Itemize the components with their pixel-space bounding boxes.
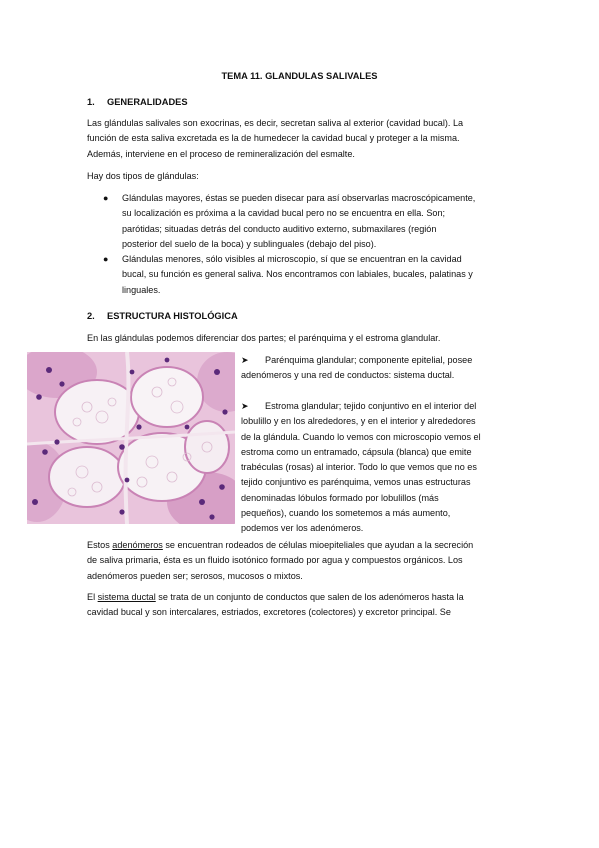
glandula-types-list (103, 191, 515, 298)
section-heading-generalidades (87, 97, 188, 107)
arrow-bullet-icon: ➤ (241, 401, 249, 411)
underlined-term: adenómeros (112, 540, 163, 550)
text-line: estroma como un entramado, cápsula (blanca) que emite (241, 446, 472, 457)
paragraph-adenomeros (87, 538, 517, 584)
text-line: denominadas lóbulos formado por lobulillos (más (241, 492, 439, 503)
micrograph-image (27, 352, 235, 524)
text-line: función de esta saliva excretada es la de humedecer la cavidad bucal y proteger a la misma. (87, 133, 460, 144)
text-line: lobulillo y en los alrededores, y en el interior y alrededores (241, 416, 476, 427)
text-line: Las glándulas salivales son exocrinas, es decir, secretan saliva al exterior (cavidad bucal). La (87, 118, 464, 128)
paragraph-sistema-ductal (87, 590, 517, 621)
paragraph-generalidades (87, 116, 517, 162)
list-item (103, 191, 515, 252)
text-line: bucal, su función es general saliva. Nos encontramos con labiales, bucales, palatinas y (122, 269, 473, 280)
bullet-icon: ● (103, 193, 109, 203)
text-line: posterior del suelo de la boca) y sublinguales (debajo del piso). (122, 238, 377, 249)
text-line: ➤ Estroma glandular; tejido conjuntivo en el interior del (241, 399, 513, 414)
section-title: GENERALIDADES (107, 97, 188, 107)
estroma-item (241, 399, 513, 537)
text-line: adenómeros y una red de conductos: sistema ductal. (241, 370, 455, 381)
section-number: 2. (87, 311, 95, 321)
text-line: pequeños), cuando los sometemos a más aumento, (241, 508, 451, 519)
parenquima-item (241, 353, 513, 384)
paragraph-intro: En las glándulas podemos diferenciar dos partes; el parénquima y el estroma glandular. (87, 333, 441, 343)
underlined-term: sistema ductal (97, 592, 156, 602)
text-line: cavidad bucal y son intercalares, estriados, excretores (colectores) y excretor principal. Se (87, 607, 451, 618)
text-line: Además, interviene en el proceso de remineralización del esmalte. (87, 148, 355, 159)
text-line: su localización es próxima a la cavidad bucal pero no se encuentra en ella. Son; (122, 208, 446, 219)
text-line: adenómeros pueden ser; serosos, mucosos o mixtos. (87, 570, 303, 581)
text-line: podemos ver los adenómeros. (241, 523, 364, 534)
section-heading-estructura (87, 311, 238, 321)
text-line: Estos adenómeros se encuentran rodeados de células mioepiteliales que ayudan a la secreción (87, 540, 474, 550)
text-line: tejido conjuntivo es parénquima, vemos unas estructuras (241, 477, 471, 488)
text-line: El sistema ductal se trata de un conjunto de conductos que salen de los adenómeros hasta la (87, 592, 464, 602)
text-line: ➤ Parénquima glandular; componente epitelial, posee (241, 353, 513, 368)
text-line: parótidas; situadas detrás del conducto auditivo externo, submaxilares (región (122, 223, 437, 234)
bullet-icon: ● (103, 254, 109, 265)
section-number: 1. (87, 97, 95, 107)
text-line: trabéculas (rosas) al interior. Todo lo que vemos que no es (241, 462, 477, 473)
text-line: de saliva primaria, ésta es un fluido isotónico formado por agua y compuestos orgánicos. Los (87, 555, 463, 566)
arrow-bullet-icon: ➤ (241, 355, 249, 365)
text-line: Glándulas menores, sólo visibles al microscopio, sí que se encuentran en la cavidad (122, 254, 462, 265)
histology-micrograph (27, 352, 235, 524)
document-title: TEMA 11. GLANDULAS SALIVALES (221, 71, 378, 81)
section-title: ESTRUCTURA HISTOLÓGICA (107, 311, 238, 321)
text-line: linguales. (122, 284, 161, 295)
text-line: de la glándula. Cuando lo vemos con microscopio vemos el (241, 431, 481, 442)
list-item (103, 252, 515, 298)
paragraph-tipos: Hay dos tipos de glándulas: (87, 171, 199, 181)
text-line: Glándulas mayores, éstas se pueden disecar para así observarlas macroscópicamente, (122, 193, 476, 203)
